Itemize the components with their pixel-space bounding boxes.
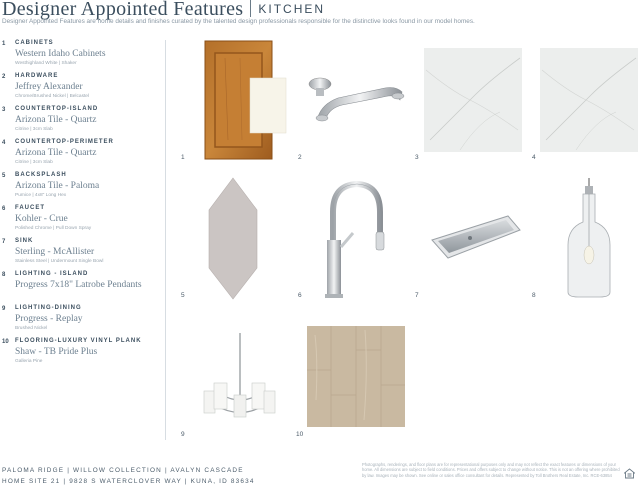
footer-address: PALOMA RIDGE | WILLOW COLLECTION | AVALYN CASCADE HOME SITE 21 | 9828 S WATERCLOVER WAY | KUNA, ID 83634 (2, 467, 255, 485)
page-subtitle: KITCHEN (258, 2, 326, 16)
image-label: 10 (296, 431, 304, 438)
image-label: 6 (298, 292, 302, 299)
quartz-slab-image (540, 48, 638, 152)
image-label: 4 (532, 154, 536, 161)
quartz-slab-image (424, 48, 522, 152)
image-label: 1 (181, 154, 185, 161)
image-label: 7 (415, 292, 419, 299)
image-label: 5 (181, 292, 185, 299)
footer-disclaimer: Photographs, renderings, and floor plans are for representational purposes only and may not reflect the exact features or dimensions of your home. All dimensions are subject to field conditions. Prices and offers subject to change without notice. This is not an offering where prohibited by law. Images may be shown. See online or sales office consultant for details. Represented by Toll Brothers Real Estate, Inc. RCE-63854 (362, 462, 620, 478)
image-label: 2 (298, 154, 302, 161)
chandelier-image (204, 333, 275, 417)
equal-housing-icon (624, 468, 635, 479)
vinyl-plank-image (307, 326, 405, 427)
cabinet-door-image (205, 41, 286, 159)
page-description: Designer Appointed Features are home details and finishes curated by the talented design professionals responsible for the distinctive looks found in our model homes. (2, 18, 475, 25)
sink-image (432, 216, 520, 258)
cabinet-hardware-image (309, 78, 404, 121)
page-title: Designer Appointed Features KITCHEN (2, 0, 326, 20)
image-label: 9 (181, 431, 185, 438)
image-label: 3 (415, 154, 419, 161)
image-label: 8 (532, 292, 536, 299)
pendant-light-image (568, 178, 610, 297)
faucet-image (325, 184, 384, 298)
hex-tile-image (209, 178, 257, 299)
